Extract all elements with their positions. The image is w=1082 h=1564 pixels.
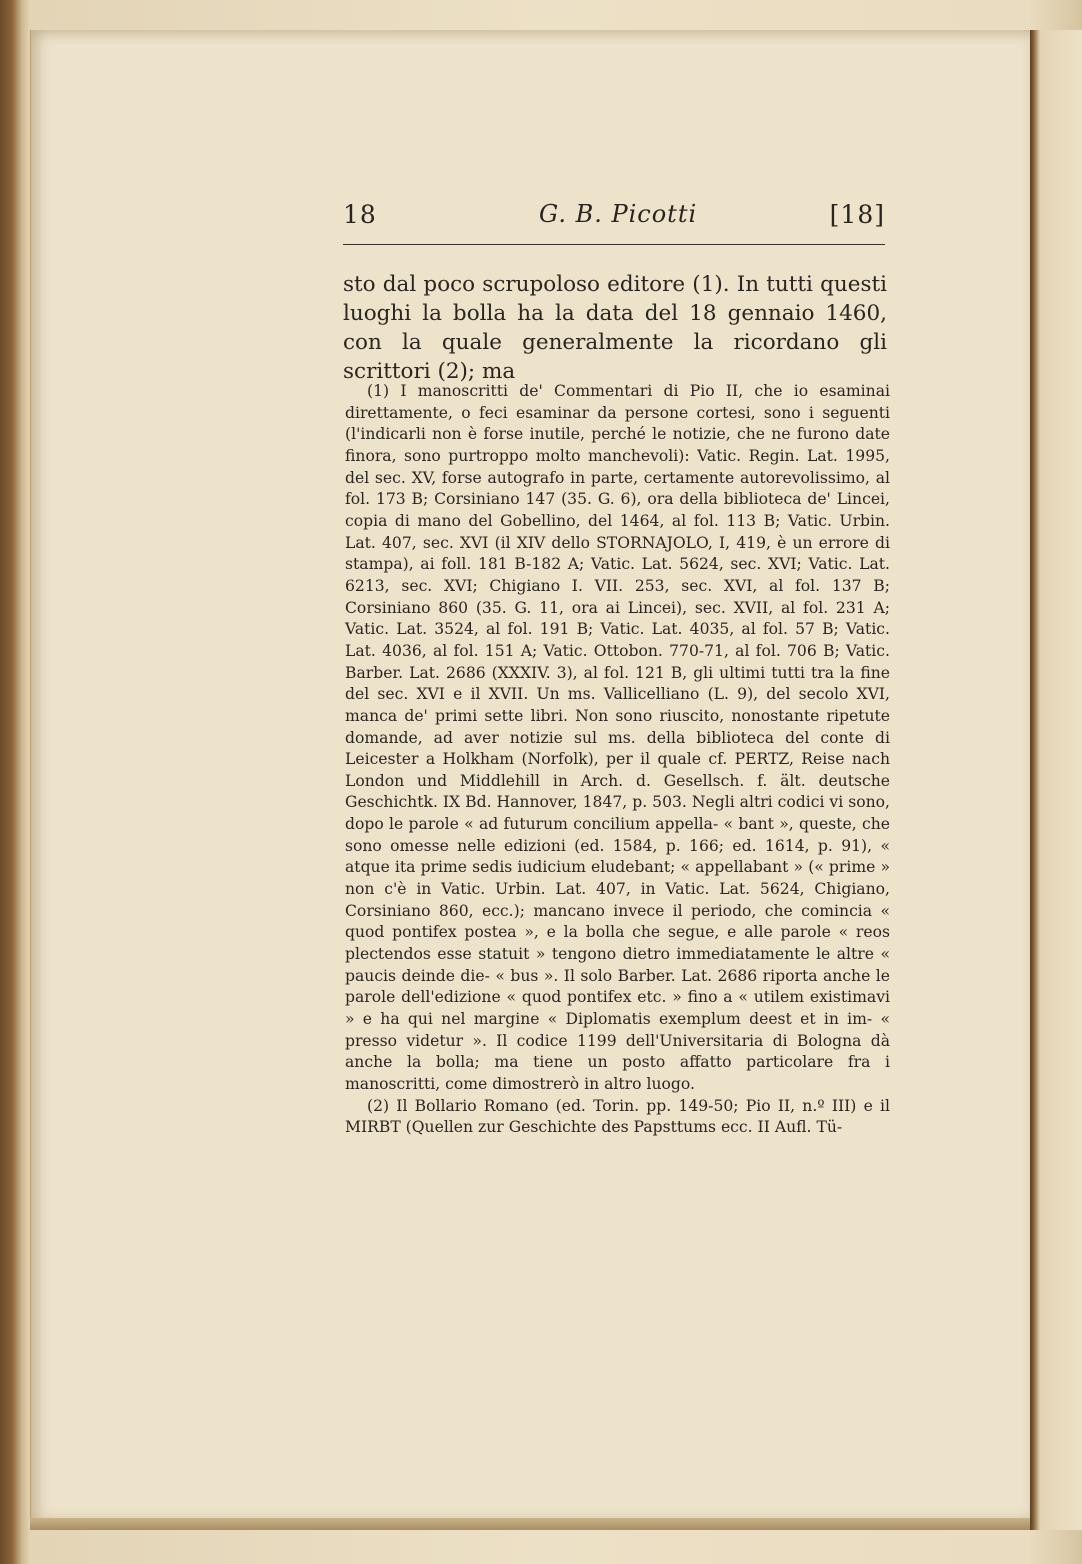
footnote-2: (2) Il Bollario Romano (ed. Torin. pp. 149-50; Pio II, n.º III) e il MIRBT (Quellen zur Geschichte des Papsttums ecc. II Aufl. Tü- <box>345 1096 890 1137</box>
running-header <box>343 198 885 234</box>
next-page-edge <box>1030 30 1082 1530</box>
footnote-1: (1) I manoscritti de' Commentari di Pio II, che io esaminai direttamente, o feci esaminar da persone cortesi, sono i seguenti (l'indicarli non è forse inutile, perché le notizie, che ne furono date finora, sono purtroppo molto manchevoli): Vatic. Regin. Lat. 1995, del sec. XV, forse autografo in parte, certamente autorevolissimo, al fol. 173 B; Corsiniano 147 (35. G. 6), ora della biblioteca de' Lincei, copia di mano del Gobellino, del 1464, al fol. 113 B; Vatic. Urbin. Lat. 407, sec. XVI (il XIV dello STORNAJOLO, I, 419, è un errore di stampa), ai foll. 181 B-182 A; Vatic. Lat. 5624, sec. XVI; Vatic. Lat. 6213, sec. XVI; Chigiano I. VII. 253, sec. XVI, al fol. 137 B; Corsiniano 860 (35. G. 11, ora ai Lincei), sec. XVII, al fol. 231 A; Vatic. Lat. 3524, al fol. 191 B; Vatic. Lat. 4035, al fol. 57 B; Vatic. Lat. 4036, al fol. 151 A; Vatic. Ottobon. 770-71, al fol. 706 B; Vatic. Barber. Lat. 2686 (XXXIV. 3), al fol. 121 B, gli ultimi tutti tra la fine del sec. XVI e il XVII. Un ms. Vallicelliano (L. 9), del secolo XVI, manca de' primi sette libri. Non sono riuscito, nonostante ripetute domande, ad aver notizie sul ms. della biblioteca del conte di Leicester a Holkham (Norfolk), per il quale cf. PERTZ, Reise nach London und Middlehill in Arch. d. Gesellsch. f. ält. deutsche Geschichtk. IX Bd. Hannover, 1847, p. 503. Negli altri codici vi sono, dopo le parole « ad futurum concilium appella- « bant », queste, che sono omesse nelle edizioni (ed. 1584, p. 166; ed. 1614, p. 91), « atque ita prime sedis iudicium eludebant; « appellabant » (« prime » non c'è in Vatic. Urbin. Lat. 407, in Vatic. Lat. 5624, Chigiano, Corsiniano 860, ecc.); mancano invece il periodo, che comincia « quod pontifex postea », e la bolla che segue, e alle parole « reos plectendos esse statuit » tengono dietro immediatamente le altre « paucis deinde die- « bus ». Il solo Barber. Lat. 2686 riporta anche le parole dell'edizione « quod pontifex etc. » fino a « utilem existimavi » e ha qui nel margine « Diplomatis exemplum deest et in im- « presso videtur ». Il codice 1199 dell'Universitaria di Bologna dà anche la bolla; ma tiene un posto affatto particolare fra i manoscritti, come dimostrerò in altro luogo. <box>345 382 890 1093</box>
footnotes <box>345 381 890 1139</box>
body-text <box>343 270 887 386</box>
page-bottom-edge <box>30 1518 1030 1530</box>
body-paragraph: sto dal poco scrupoloso editore (1). In tutti questi luoghi la bolla ha la data del 18 gennaio 1460, con la quale generalmente la ricordano gli scrittori (2); ma <box>343 272 887 384</box>
header-rule <box>343 244 885 245</box>
page-number: 18 <box>343 200 377 229</box>
bracket-page-number: [18] <box>829 200 885 229</box>
running-title: G. B. Picotti <box>539 200 698 228</box>
